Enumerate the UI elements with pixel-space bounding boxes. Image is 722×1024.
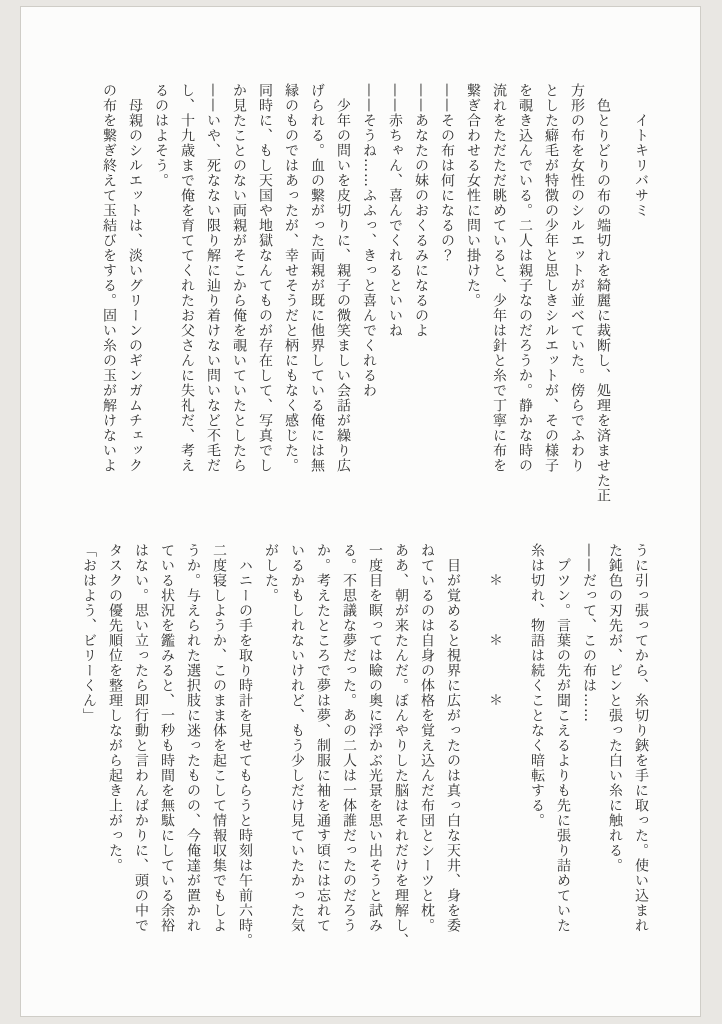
text-line: ——赤ちゃん、喜んでくれるといいね bbox=[387, 83, 403, 338]
text-line: ——そうね……ふふっ、きっと喜んでくれるわ bbox=[361, 83, 377, 398]
text-line: ハニーの手を取り時計を見せてもらうと時刻は午前六時。 bbox=[237, 543, 253, 948]
text-line: た鈍色の刃先が、ピンと張った白い糸に触れる。 bbox=[607, 543, 623, 873]
text-line: 方形の布を女性のシルエットが並べていた。傍らでふわり bbox=[569, 83, 585, 473]
text-line: 流れをただただ眺めていると、少年は針と糸で丁寧に布を bbox=[491, 83, 507, 473]
text-line: いるかもしれないけれど、もう少しだけ見ていたかった気 bbox=[289, 543, 305, 933]
text-line: プツン。言葉の先が聞こえるよりも先に張り詰めていた bbox=[555, 543, 571, 933]
text-line: を覗き込んでいる。二人は親子なのだろうか。静かな時の bbox=[517, 83, 533, 473]
text-line: の布を繋ぎ終えて玉結びをする。固い糸の玉が解けないよ bbox=[101, 83, 117, 473]
text-line: 少年の問いを皮切りに、親子の微笑ましい会話が繰り広 bbox=[335, 83, 351, 473]
text-line: るのはよそう。 bbox=[153, 83, 169, 188]
text-line: 繋ぎ合わせる女性に問い掛けた。 bbox=[465, 83, 481, 308]
section-opening bbox=[96, 83, 654, 519]
scene-break-separator: ＊ ＊ ＊ bbox=[487, 543, 503, 708]
paragraph-group-1 bbox=[524, 543, 654, 985]
paragraph-group-2 bbox=[76, 543, 466, 985]
text-line: ——いや、死なない限り解に辿り着けない問いなど不毛だ bbox=[205, 83, 221, 473]
text-line: 目が覚めると視界に広がったのは真っ白な天井、身を委 bbox=[445, 543, 461, 933]
text-line: 「おはよう、ビリーくん」 bbox=[81, 543, 97, 723]
text-line: し、十九歳まで俺を育ててくれたお父さんに失礼だ、考え bbox=[179, 83, 195, 473]
section-waking bbox=[76, 543, 654, 985]
text-line: ——その布は何になるの？ bbox=[439, 83, 455, 263]
text-line: 二度寝しようか、このまま体を起こして情報収集でもしよ bbox=[211, 543, 227, 933]
text-line: げられる。血の繋がった両親が既に他界している俺には無 bbox=[309, 83, 325, 473]
text-line: うに引っ張ってから、糸切り鋏を手に取った。使い込まれ bbox=[633, 543, 649, 933]
document-page bbox=[20, 6, 701, 1017]
text-line: ——だって、この布は…… bbox=[581, 543, 597, 723]
text-line: か見たことのない両親がそこから俺を覗いていたとしたら bbox=[231, 83, 247, 473]
text-line: か。考えたところで夢は夢、制服に袖を通す頃には忘れて bbox=[315, 543, 331, 933]
text-line: がした。 bbox=[263, 543, 279, 603]
text-line: 母親のシルエットは、淡いグリーンのギンガムチェック bbox=[127, 83, 143, 473]
text-line: 糸は切れ、物語は続くことなく暗転する。 bbox=[529, 543, 545, 828]
text-line: ている状況を鑑みると、一秒も時間を無駄にしている余裕 bbox=[159, 543, 175, 933]
text-line: る。不思議な夢だった。あの二人は一体誰だったのだろう bbox=[341, 543, 357, 933]
text-line: 一度目を瞑っては瞼の奥に浮かぶ光景を思い出そうと試み bbox=[367, 543, 383, 933]
text-line: うか。与えられた選択肢に迷ったものの、今俺達が置かれ bbox=[185, 543, 201, 933]
text-line: 同時に、もし天国や地獄なんてものが存在して、写真でし bbox=[257, 83, 273, 473]
text-line: ああ、朝が来たんだ。ぼんやりした脳はそれだけを理解し、 bbox=[393, 543, 409, 948]
text-line: とした癖毛が特徴の少年と思しきシルエットが、その様子 bbox=[543, 83, 559, 473]
text-line: ねているのは自身の体格を覚え込んだ布団とシーツと枕。 bbox=[419, 543, 435, 933]
text-line: 縁のものではあったが、幸せそうだと柄にもなく感じた。 bbox=[283, 83, 299, 473]
text-line: 色とりどりの布の端切れを綺麗に裁断し、処理を済ませた正 bbox=[595, 83, 611, 503]
page-title: イトキリバサミ bbox=[633, 83, 649, 218]
text-line: はない。思い立ったら即行動と言わんばかりに、頭の中で bbox=[133, 543, 149, 933]
text-line: ——あなたの妹のおくるみになるのよ bbox=[413, 83, 429, 338]
text-line: タスクの優先順位を整理しながら起き上がった。 bbox=[107, 543, 123, 873]
